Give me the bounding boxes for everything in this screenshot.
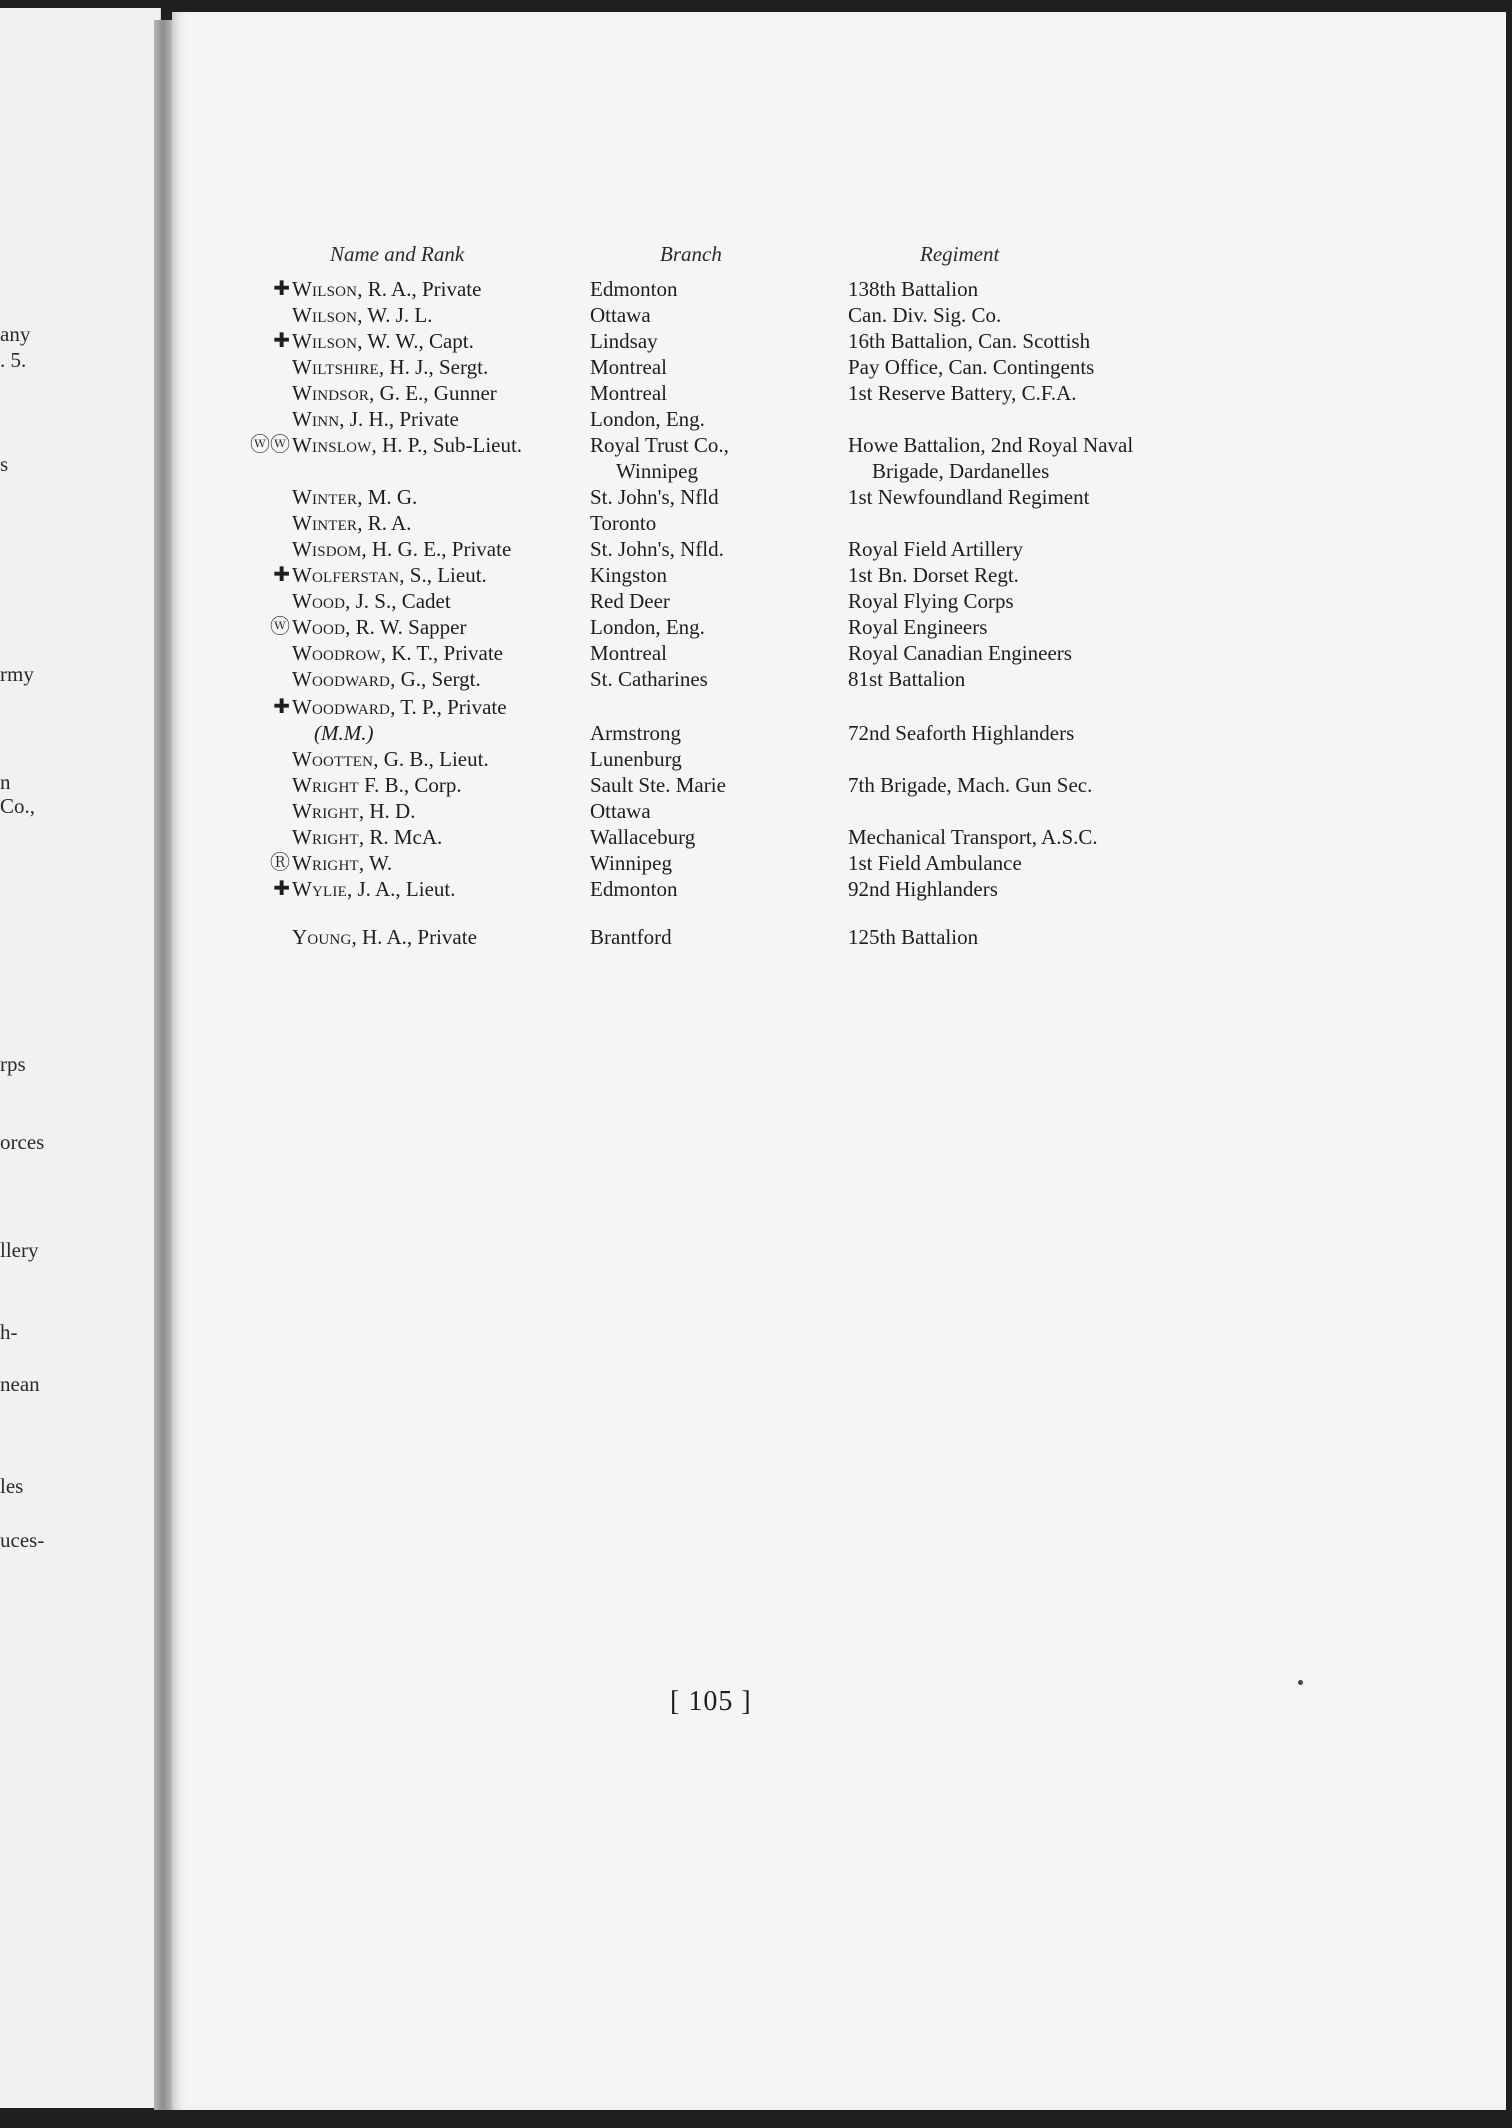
initials-rank: , R. A.: [357, 511, 412, 535]
book-page: [172, 12, 1506, 2110]
regiment-cell: 125th Battalion: [848, 925, 979, 949]
regiment-cell: 138th Battalion: [848, 277, 979, 301]
table-row: [172, 666, 1506, 692]
header-name-and-rank: Name and Rank: [330, 242, 465, 266]
branch-cell: Kingston: [590, 563, 668, 587]
name-cell: [292, 876, 455, 902]
facing-page-fragment: rps: [0, 1052, 26, 1076]
table-row: [172, 720, 1506, 746]
name-cell: [292, 694, 507, 720]
header-regiment: Regiment: [920, 242, 1000, 266]
name-cell: [292, 302, 432, 328]
surname: Wright: [292, 773, 359, 797]
surname: Wood: [292, 589, 346, 613]
branch-cell: Armstrong: [590, 721, 681, 745]
table-row: [172, 406, 1506, 432]
regiment-cell: Brigade, Dardanelles: [872, 459, 1050, 483]
surname: Wright: [292, 825, 359, 849]
decoration-mark-icon: ⓦ: [270, 616, 290, 638]
initials-rank: , W. W., Capt.: [357, 329, 474, 353]
name-cell: [292, 640, 503, 666]
facing-page: [0, 8, 161, 2108]
branch-cell: St. John's, Nfld.: [590, 537, 724, 561]
paper-speck: [1298, 1680, 1303, 1685]
table-row: [172, 484, 1506, 510]
facing-page-fragment: n: [0, 770, 11, 794]
branch-cell: Montreal: [590, 381, 667, 405]
name-cell: [292, 824, 442, 850]
name-cell: [292, 406, 459, 432]
name-cell: [292, 746, 489, 772]
initials-rank: , T. P., Private: [390, 695, 507, 719]
facing-page-fragment: s: [0, 452, 9, 476]
regiment-cell: Pay Office, Can. Contingents: [848, 355, 1095, 379]
table-row: [172, 380, 1506, 406]
name-cell: [292, 380, 497, 406]
initials-rank: , S., Lieut.: [399, 563, 487, 587]
name-cell: [292, 354, 488, 380]
table-row: [172, 432, 1506, 458]
initials-rank: F. B., Corp.: [358, 773, 462, 797]
surname: Wright: [292, 799, 359, 823]
regiment-cell: Mechanical Transport, A.S.C.: [848, 825, 1098, 849]
branch-cell: Ottawa: [590, 799, 651, 823]
regiment-cell: Can. Div. Sig. Co.: [848, 303, 1002, 327]
decoration-mark-icon: Ⓡ: [270, 852, 290, 874]
regiment-cell: 1st Field Ambulance: [848, 851, 1022, 875]
deceased-cross-icon: ✚: [273, 278, 290, 300]
table-row: [172, 354, 1506, 380]
regiment-cell: 7th Brigade, Mach. Gun Sec.: [848, 773, 1093, 797]
initials-rank: , R. McA.: [358, 825, 443, 849]
facing-page-fragment: nean: [0, 1372, 40, 1396]
branch-cell: London, Eng.: [590, 615, 705, 639]
deceased-cross-icon: ✚: [273, 330, 290, 352]
surname: Wisdom: [292, 537, 362, 561]
initials-rank: , H. A., Private: [351, 925, 477, 949]
surname: Woodward: [292, 667, 391, 691]
regiment-cell: 81st Battalion: [848, 667, 966, 691]
branch-cell: Ottawa: [590, 303, 651, 327]
name-cell: [292, 798, 415, 824]
table-row: [172, 302, 1506, 328]
table-row: [172, 588, 1506, 614]
table-row: [172, 536, 1506, 562]
regiment-cell: Royal Field Artillery: [848, 537, 1023, 561]
table-row: [172, 458, 1506, 484]
initials-rank: , H. J., Sergt.: [378, 355, 489, 379]
table-row: [172, 562, 1506, 588]
branch-cell: Sault Ste. Marie: [590, 773, 726, 797]
table-row: [172, 876, 1506, 902]
table-row: [172, 510, 1506, 536]
surname: Wylie: [292, 877, 347, 901]
facing-page-fragment: any: [0, 322, 31, 346]
regiment-cell: Howe Battalion, 2nd Royal Naval: [848, 433, 1134, 457]
branch-cell: Lindsay: [590, 329, 658, 353]
table-row: [172, 772, 1506, 798]
surname: Winn: [292, 407, 340, 431]
initials-rank: , H. P., Sub-Lieut.: [371, 433, 523, 457]
branch-cell: St. John's, Nfld: [590, 485, 719, 509]
table-row: [172, 328, 1506, 354]
branch-cell: Montreal: [590, 641, 667, 665]
regiment-cell: 1st Bn. Dorset Regt.: [848, 563, 1019, 587]
surname: Windsor: [292, 381, 370, 405]
initials-rank: , J. S., Cadet: [345, 589, 451, 613]
table-row: [172, 850, 1506, 876]
branch-cell: Wallaceburg: [590, 825, 696, 849]
name-cell: [292, 924, 477, 950]
surname: Wilson: [292, 303, 358, 327]
initials-rank: , H. G. E., Private: [361, 537, 512, 561]
branch-cell: Toronto: [590, 511, 657, 535]
initials-rank: , G. E., Gunner: [369, 381, 497, 405]
branch-cell: St. Catharines: [590, 667, 708, 691]
surname: Wright: [292, 851, 359, 875]
surname: Wilson: [292, 277, 358, 301]
branch-cell: Brantford: [590, 925, 672, 949]
facing-page-fragment: uces-: [0, 1528, 45, 1552]
table-row: [172, 824, 1506, 850]
surname: Wood: [292, 615, 346, 639]
regiment-cell: Royal Flying Corps: [848, 589, 1014, 613]
initials-rank: , J. A., Lieut.: [346, 877, 456, 901]
initials-rank: , K. T., Private: [380, 641, 504, 665]
surname: Wolferstan: [292, 563, 400, 587]
deceased-cross-icon: ✚: [273, 878, 290, 900]
surname: Woodward: [292, 695, 391, 719]
regiment-cell: Royal Canadian Engineers: [848, 641, 1072, 665]
name-cell: [292, 772, 462, 798]
branch-cell: Edmonton: [590, 877, 678, 901]
facing-page-fragment: . 5.: [0, 348, 27, 372]
facing-page-fragment: les: [0, 1474, 24, 1498]
surname: Winter: [292, 485, 358, 509]
table-row: [172, 276, 1506, 302]
branch-cell: Lunenburg: [590, 747, 682, 771]
table-row: [172, 746, 1506, 772]
facing-page-fragment: orces: [0, 1130, 45, 1154]
name-cell: [292, 432, 522, 458]
deceased-cross-icon: ✚: [273, 696, 290, 718]
name-cell: [292, 614, 466, 640]
regiment-cell: 1st Reserve Battery, C.F.A.: [848, 381, 1077, 405]
name-cell: [292, 536, 511, 562]
table-row: [172, 614, 1506, 640]
initials-rank: , R. A., Private: [357, 277, 482, 301]
regiment-cell: 92nd Highlanders: [848, 877, 998, 901]
surname: Winter: [292, 511, 358, 535]
name-cell: [292, 850, 392, 876]
branch-cell: Red Deer: [590, 589, 670, 613]
name-cell: [314, 720, 373, 746]
surname: Young: [292, 925, 352, 949]
surname: Woodrow: [292, 641, 381, 665]
table-row: [172, 924, 1506, 950]
initials-rank: , J. H., Private: [339, 407, 459, 431]
branch-cell: Winnipeg: [590, 851, 672, 875]
name-cell: [292, 562, 487, 588]
name-cell: [292, 510, 411, 536]
initials-rank: , H. D.: [358, 799, 416, 823]
surname: Winslow: [292, 433, 372, 457]
initials-rank: , G. B., Lieut.: [373, 747, 489, 771]
surname: Wootten: [292, 747, 374, 771]
table-row: [172, 694, 1506, 720]
initials-rank: , W. J. L.: [357, 303, 433, 327]
name-cell: [292, 666, 481, 692]
surname: Wiltshire: [292, 355, 379, 379]
table-row: [172, 640, 1506, 666]
initials-rank: , W.: [358, 851, 393, 875]
initials-rank: , R. W. Sapper: [345, 615, 467, 639]
facing-page-fragment: Co.,: [0, 794, 36, 818]
name-cell: [292, 484, 417, 510]
facing-page-fragment: h-: [0, 1320, 18, 1344]
initials-rank: (M.M.): [314, 721, 374, 745]
surname: Wilson: [292, 329, 358, 353]
header-branch: Branch: [660, 242, 722, 266]
name-cell: [292, 328, 474, 354]
table-row: [172, 798, 1506, 824]
name-cell: [292, 276, 481, 302]
initials-rank: , M. G.: [357, 485, 418, 509]
branch-cell: Winnipeg: [616, 459, 698, 483]
branch-cell: Royal Trust Co.,: [590, 433, 729, 457]
facing-page-fragment: rmy: [0, 662, 34, 686]
regiment-cell: 16th Battalion, Can. Scottish: [848, 329, 1091, 353]
decoration-mark-icon: ⓦⓦ: [250, 434, 290, 456]
deceased-cross-icon: ✚: [273, 564, 290, 586]
branch-cell: Edmonton: [590, 277, 678, 301]
regiment-cell: Royal Engineers: [848, 615, 988, 639]
regiment-cell: 1st Newfoundland Regiment: [848, 485, 1090, 509]
facing-page-fragment: llery: [0, 1238, 39, 1262]
branch-cell: Montreal: [590, 355, 667, 379]
initials-rank: , G., Sergt.: [390, 667, 481, 691]
branch-cell: London, Eng.: [590, 407, 705, 431]
page-number: [ 105 ]: [670, 1686, 752, 1717]
name-cell: [292, 588, 451, 614]
regiment-cell: 72nd Seaforth Highlanders: [848, 721, 1075, 745]
